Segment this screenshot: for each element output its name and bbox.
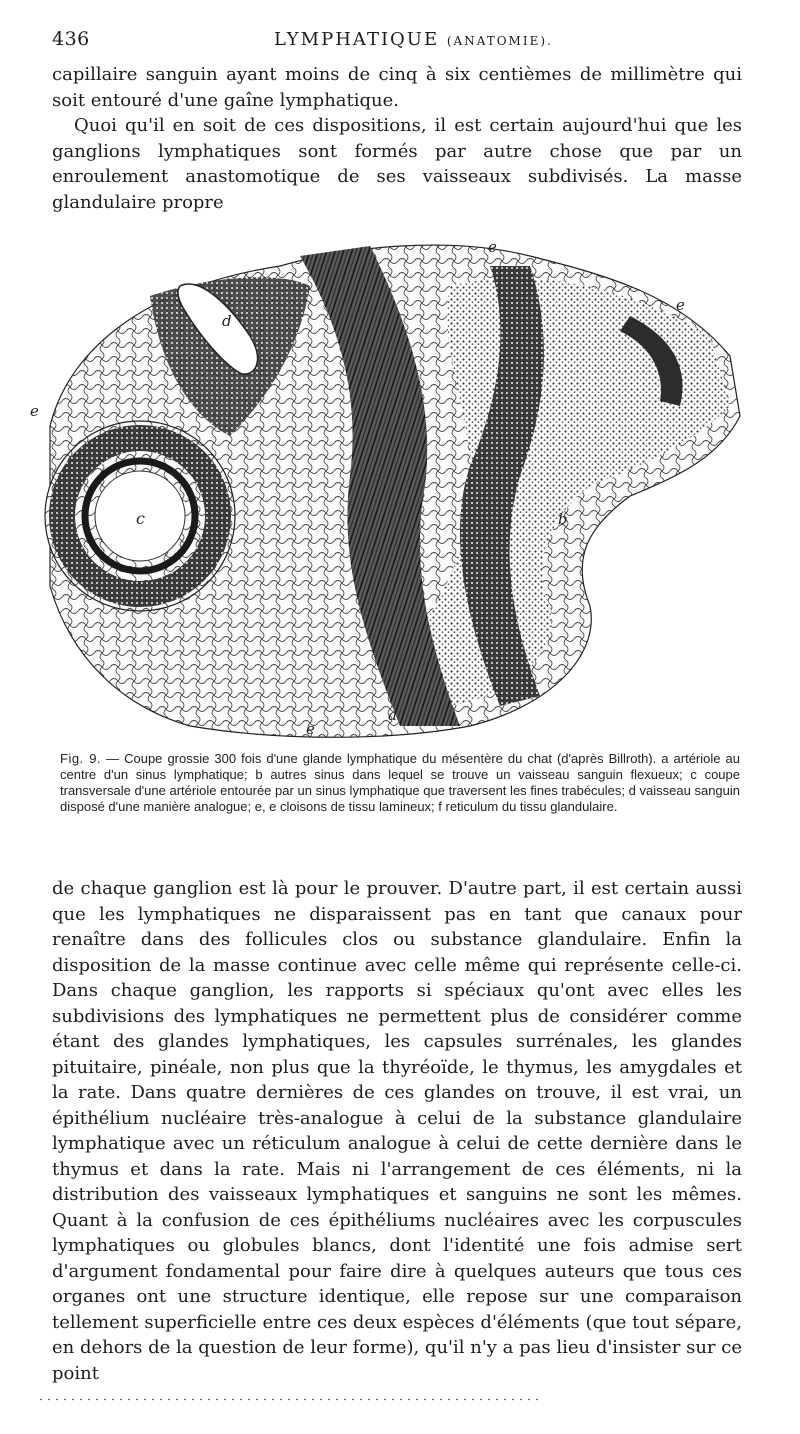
paragraph-continued: capillaire sanguin ayant moins de cinq à six centièmes de millimètre qui soit entouré d'une gaîne lymphatique. — [52, 64, 742, 111]
lymph-gland-section-illustration — [30, 226, 770, 746]
page-header — [52, 28, 742, 54]
histology-figure — [30, 226, 770, 746]
figure-caption — [60, 751, 740, 815]
figure-letter-a: a — [388, 706, 397, 724]
figure-label: Fig. 9. — [60, 751, 102, 766]
figure-letter-b: b — [558, 510, 568, 528]
figure-caption-text — [60, 751, 740, 815]
figure-letter-e-left: e — [30, 402, 39, 420]
bottom-text-block — [52, 876, 742, 1386]
figure-letter-e-top: e — [488, 238, 497, 256]
paragraph-quoi-qu-il: Quoi qu'il en soit de ces dispositions, il est certain aujourd'hui que les ganglions lymphatiques sont formés par autre chose que par un enroulement anastomotique de ses vaisseaux subdivisés. La masse glandulaire propre — [52, 115, 742, 213]
figure-letter-d: d — [222, 312, 232, 330]
figure-letter-c: c — [136, 509, 145, 528]
figure-letter-e-right: e — [676, 296, 685, 314]
page-number: 436 — [52, 28, 90, 50]
figure-caption-body: — Coupe grossie 300 fois d'une glande lymphatique du mésentère du chat (d'après Billroth). a artériole au centre d'un sinus lymphatique; b autres sinus dans lequel se trouve un vaisseau sanguin flexueux; c coupe transversale d'une artériole entourée par un sinus lymphatique que traversent les fines trabécules; d vaisseau sanguin disposé d'une manière analogue; e, e cloisons de tissu lamineux; f reticulum du tissu glandulaire. — [60, 751, 740, 814]
footer-dotted-rule — [40, 1398, 540, 1401]
top-text-block — [52, 62, 742, 215]
figure-letter-e-bottom: e — [306, 720, 315, 738]
running-title — [274, 29, 553, 50]
paragraph-de-chaque-ganglion: de chaque ganglion est là pour le prouver. D'autre part, il est certain aussi que les lymphatiques ne disparaissent pas en tant que canaux pour renaître dans des follicules clos ou substance glandulaire. Enfin la disposition de la masse continue avec celle même qui représente celle-ci. Dans chaque ganglion, les rapports si spéciaux qu'ont avec elles les subdivisions des lymphatiques ne permettent plus de considérer comme étant des glandes lymphatiques, les capsules surrénales, les glandes pituitaire, pinéale, non plus que la thyréoïde, le thymus, les amygdales et la rate. Dans quatre dernières de ces glandes on trouve, il est vrai, un épithélium nucléaire très-analogue à celui de la substance glandulaire lymphatique avec un réticulum analogue à celui de cette dernière dans le thymus et dans la rate. Mais ni l'arrangement de ces éléments, ni la distribution des vaisseaux lymphatiques et sanguins ne sont les mêmes. Quant à la confusion de ces épithéliums nucléaires avec les corpuscules lymphatiques ou globules blancs, dont l'identité une fois admise sert d'argument fondamental pour faire dire à quelques auteurs que tous ces organes ont une structure identique, elle repose sur une comparaison tellement superficielle entre ces deux espèces d'éléments (que tout sépare, en dehors de la question de leur forme), qu'il n'y a pas lieu d'insister sur ce point — [52, 878, 742, 1384]
running-title-subtitle: (ANATOMIE). — [446, 34, 553, 48]
running-title-main: LYMPHATIQUE — [274, 29, 440, 50]
